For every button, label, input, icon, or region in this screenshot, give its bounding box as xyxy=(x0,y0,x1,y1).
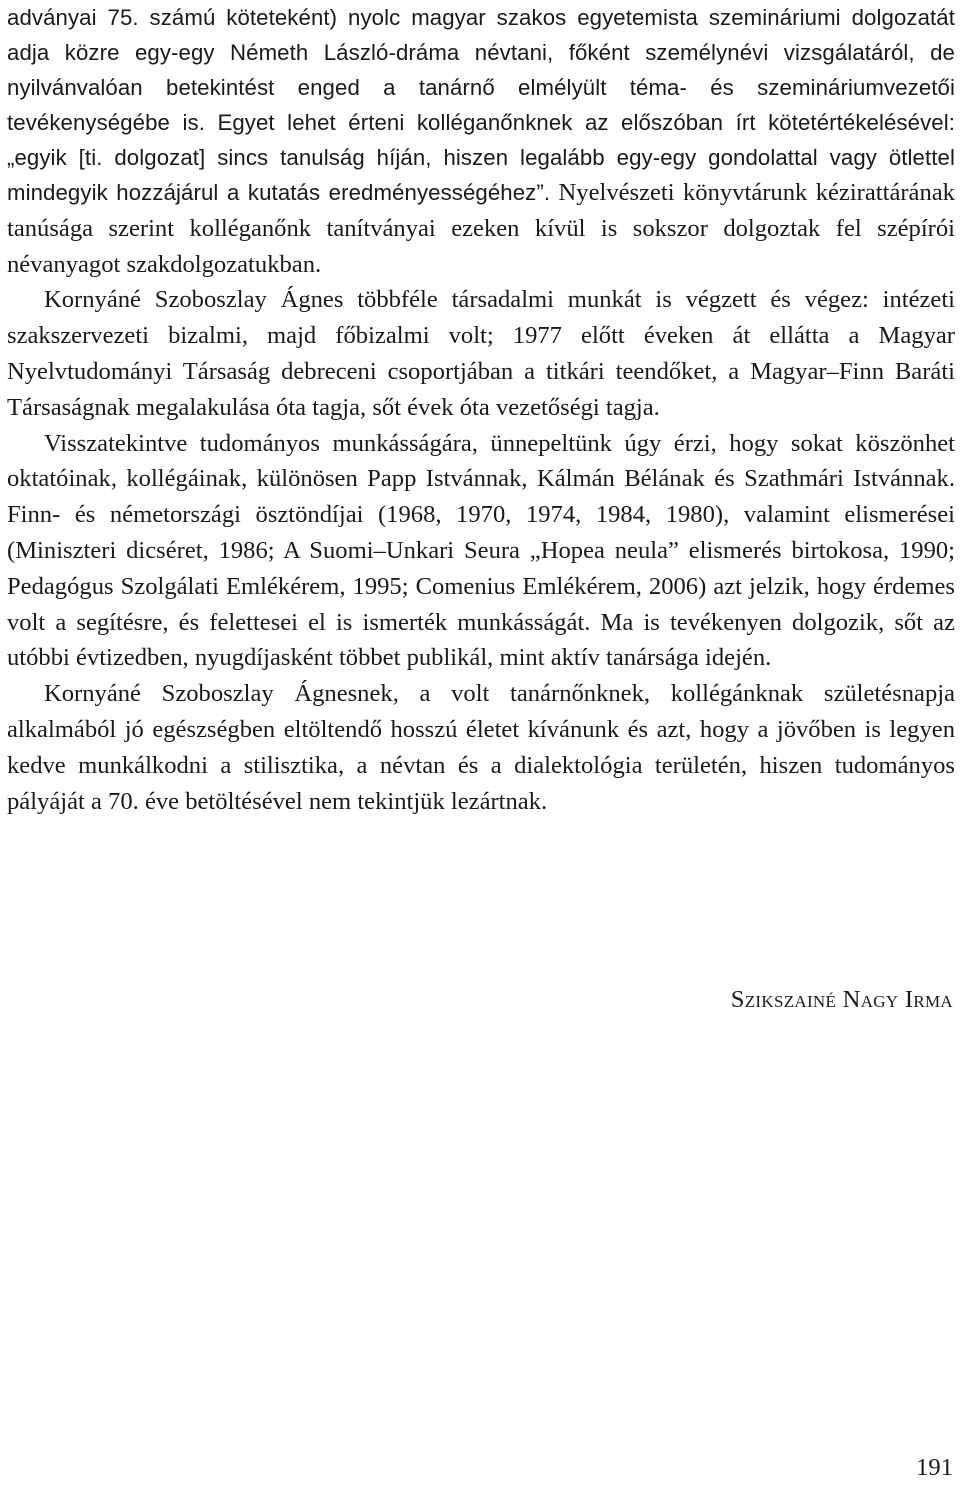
document-page xyxy=(7,0,955,819)
page-number: 191 xyxy=(916,1454,953,1481)
paragraph-continued xyxy=(7,0,955,282)
author-signature: Szikszainé Nagy Irma xyxy=(730,986,953,1013)
paragraph-retrospective: Visszatekintve tudományos munkásságára, ünnepeltünk úgy érzi, hogy sokat köszönhet oktatóinak, kollégáinak, különösen Papp Istvánnak, Kálmán Bélának és Szathmári Istvánnak. Finn- és németországi ösztöndíjai (1968, 1970, 1974, 1984, 1980), valamint elismerései (Miniszteri dicséret, 1986; A Suomi–Unkari Seura „Hopea neula” elismerés birtokosa, 1990; Pedagógus Szolgálati Emlékérem, 1995; Comenius Emlékérem, 2006) azt jelzik, hogy érdemes volt a segítésre, és felettesei el is ismerték munkásságát. Ma is tevékenyen dolgozik, sőt az utóbbi évtizedben, nyugdíjasként többet publikál, mint aktív tanársága idején. xyxy=(7,429,955,672)
paragraph-serif-text: Nyelvészeti könyvtárunk kézirattárának tanúsága szerint kolléganőnk tanítványai ezeken kívül is sokszor dolgoztak fel szépírói névanyagot szakdolgozatukban. xyxy=(7,179,955,278)
paragraph-sans-text: adványai 75. számú köteteként) nyolc magyar szakos egyetemista szemináriumi dolgozatát adja közre egy-egy Németh László-dráma névtani, főként személynévi vizsgálatáról, de nyilvánvalóan betekintést enged a tanárnő elmélyült téma- és szemináriumvezetői tevékenységébe is. Egyet lehet érteni kolléganőnknek az előszóban írt kötetértékelésével: „egyik [ti. dolgozat] sincs tanulság híján, hiszen legalább egy-egy gondolattal vagy ötlettel mindegyik hozzájárul a kutatás eredményességéhez”. xyxy=(7,5,955,205)
paragraph-social-work: Kornyáné Szoboszlay Ágnes többféle társadalmi munkát is végzett és végez: intézeti szakszervezeti bizalmi, majd főbizalmi volt; 1977 előtt éveken át ellátta a Magyar Nyelvtudományi Társaság debreceni csoportjában a titkári teendőket, a Magyar–Finn Baráti Társaságnak megalakulása óta tagja, sőt évek óta vezetőségi tagja. xyxy=(7,286,955,421)
paragraph-birthday-wishes: Kornyáné Szoboszlay Ágnesnek, a volt tanárnőnknek, kollégánknak születésnapja alkalmából jó egészségben eltöltendő hosszú életet kívánunk és azt, hogy a jövőben is legyen kedve munkálkodni a stilisztika, a névtan és a dialektológia területén, hiszen tudományos pályáját a 70. éve betöltésével nem tekintjük lezártnak. xyxy=(7,680,955,815)
